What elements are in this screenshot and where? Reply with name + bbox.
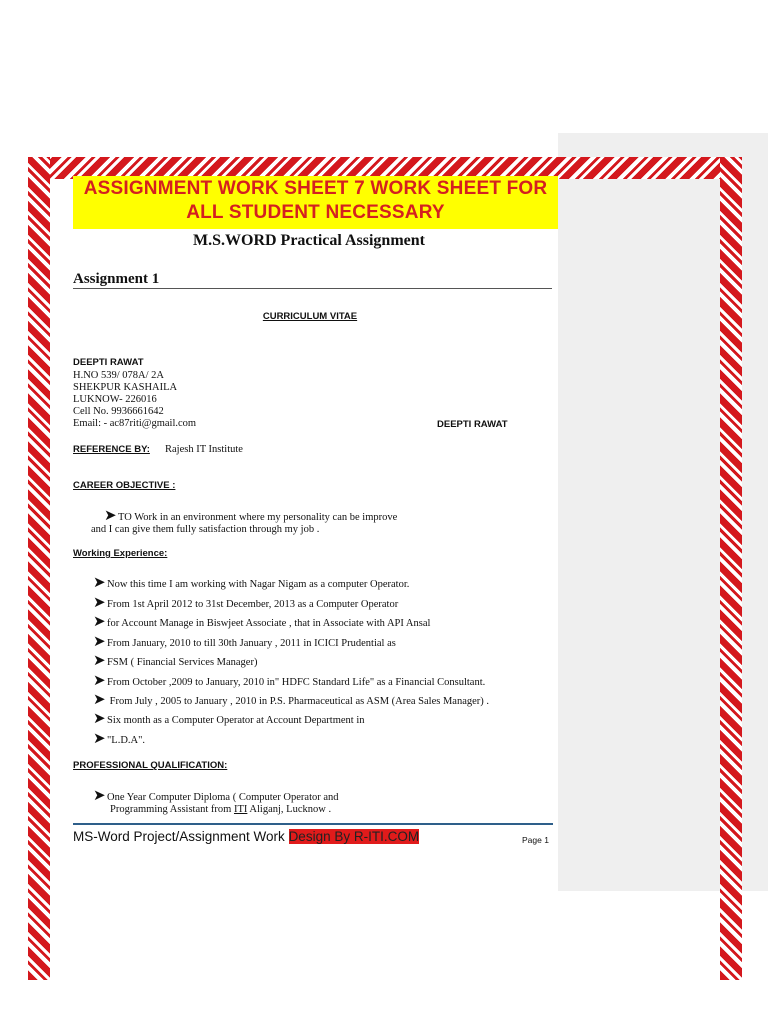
- professional-label: PROFESSIONAL QUALIFICATION:: [73, 760, 228, 771]
- arrow-bullet-icon: ➤: [93, 711, 106, 727]
- list-item: ➤ From July , 2005 to January , 2010 in P.S. Pharmaceutical as ASM (Area Sales Manager) .: [93, 692, 490, 708]
- footer-text: MS-Word Project/Assignment Work Design By R-ITI.COM: [73, 829, 420, 844]
- reference-label: REFERENCE BY:: [73, 444, 150, 455]
- footer-rule: [73, 823, 553, 825]
- list-item: ➤"L.D.A".: [93, 731, 146, 747]
- arrow-bullet-icon: ➤: [93, 595, 106, 611]
- contact-city: LUKNOW- 226016: [73, 394, 157, 405]
- page-title: M.S.WORD Practical Assignment: [193, 232, 425, 249]
- contact-email: Email: - ac87riti@gmail.com: [73, 418, 197, 429]
- contact-address-2: SHEKPUR KASHAILA: [73, 382, 178, 393]
- arrow-bullet-icon: ➤: [93, 634, 106, 650]
- assignment-heading: Assignment 1: [73, 271, 160, 287]
- career-objective-line-2: and I can give them fully satisfaction through my job .: [91, 524, 320, 535]
- list-item: ➤From October ,2009 to January, 2010 in" HDFC Standard Life" as a Financial Consultant.: [93, 673, 486, 689]
- arrow-bullet-icon: ➤: [93, 614, 106, 630]
- cv-heading: CURRICULUM VITAE: [262, 311, 358, 322]
- career-objective-line-1: ➤TO Work in an environment where my personality can be improve: [104, 508, 398, 524]
- arrow-bullet-icon: ➤: [93, 653, 106, 669]
- reference-value: Rajesh IT Institute: [165, 444, 243, 455]
- contact-name: DEEPTI RAWAT: [73, 357, 144, 368]
- list-item: ➤From January, 2010 to till 30th January , 2011 in ICICI Prudential as: [93, 634, 396, 650]
- professional-line-2: Programming Assistant from ITI Aliganj, Lucknow .: [110, 804, 332, 815]
- signature-name: DEEPTI RAWAT: [437, 419, 508, 430]
- list-item: ➤From 1st April 2012 to 31st December, 2013 as a Computer Operator: [93, 595, 399, 611]
- list-item: ➤Now this time I am working with Nagar Nigam as a computer Operator.: [93, 575, 410, 591]
- experience-label: Working Experience:: [73, 548, 168, 559]
- banner-line-2: ALL STUDENT NECESSARY: [186, 202, 445, 223]
- arrow-bullet-icon: ➤: [93, 575, 106, 591]
- professional-line-1: ➤One Year Computer Diploma ( Computer Operator and: [93, 788, 339, 804]
- title-banner: [73, 176, 558, 229]
- contact-address-1: H.NO 539/ 078A/ 2A: [73, 370, 164, 381]
- decorative-border-left: [28, 157, 50, 980]
- banner-line-1: ASSIGNMENT WORK SHEET 7 WORK SHEET FOR: [83, 178, 548, 199]
- list-item: ➤FSM ( Financial Services Manager): [93, 653, 258, 669]
- decorative-border-right: [720, 157, 742, 980]
- contact-cell: Cell No. 9936661642: [73, 406, 164, 417]
- arrow-bullet-icon: ➤: [93, 731, 106, 747]
- list-item: ➤Six month as a Computer Operator at Account Department in: [93, 711, 365, 727]
- list-item: ➤for Account Manage in Biswjeet Associate , that in Associate with API Ansal: [93, 614, 431, 630]
- career-objective-label: CAREER OBJECTIVE :: [73, 480, 176, 491]
- footer-highlight: Design By R-ITI.COM: [288, 829, 420, 844]
- arrow-bullet-icon: ➤: [93, 673, 106, 689]
- arrow-bullet-icon: ➤: [93, 692, 106, 708]
- arrow-bullet-icon: ➤: [93, 788, 106, 804]
- arrow-bullet-icon: ➤: [104, 508, 117, 524]
- page-number: Page 1: [522, 835, 549, 845]
- heading-rule: [73, 288, 552, 289]
